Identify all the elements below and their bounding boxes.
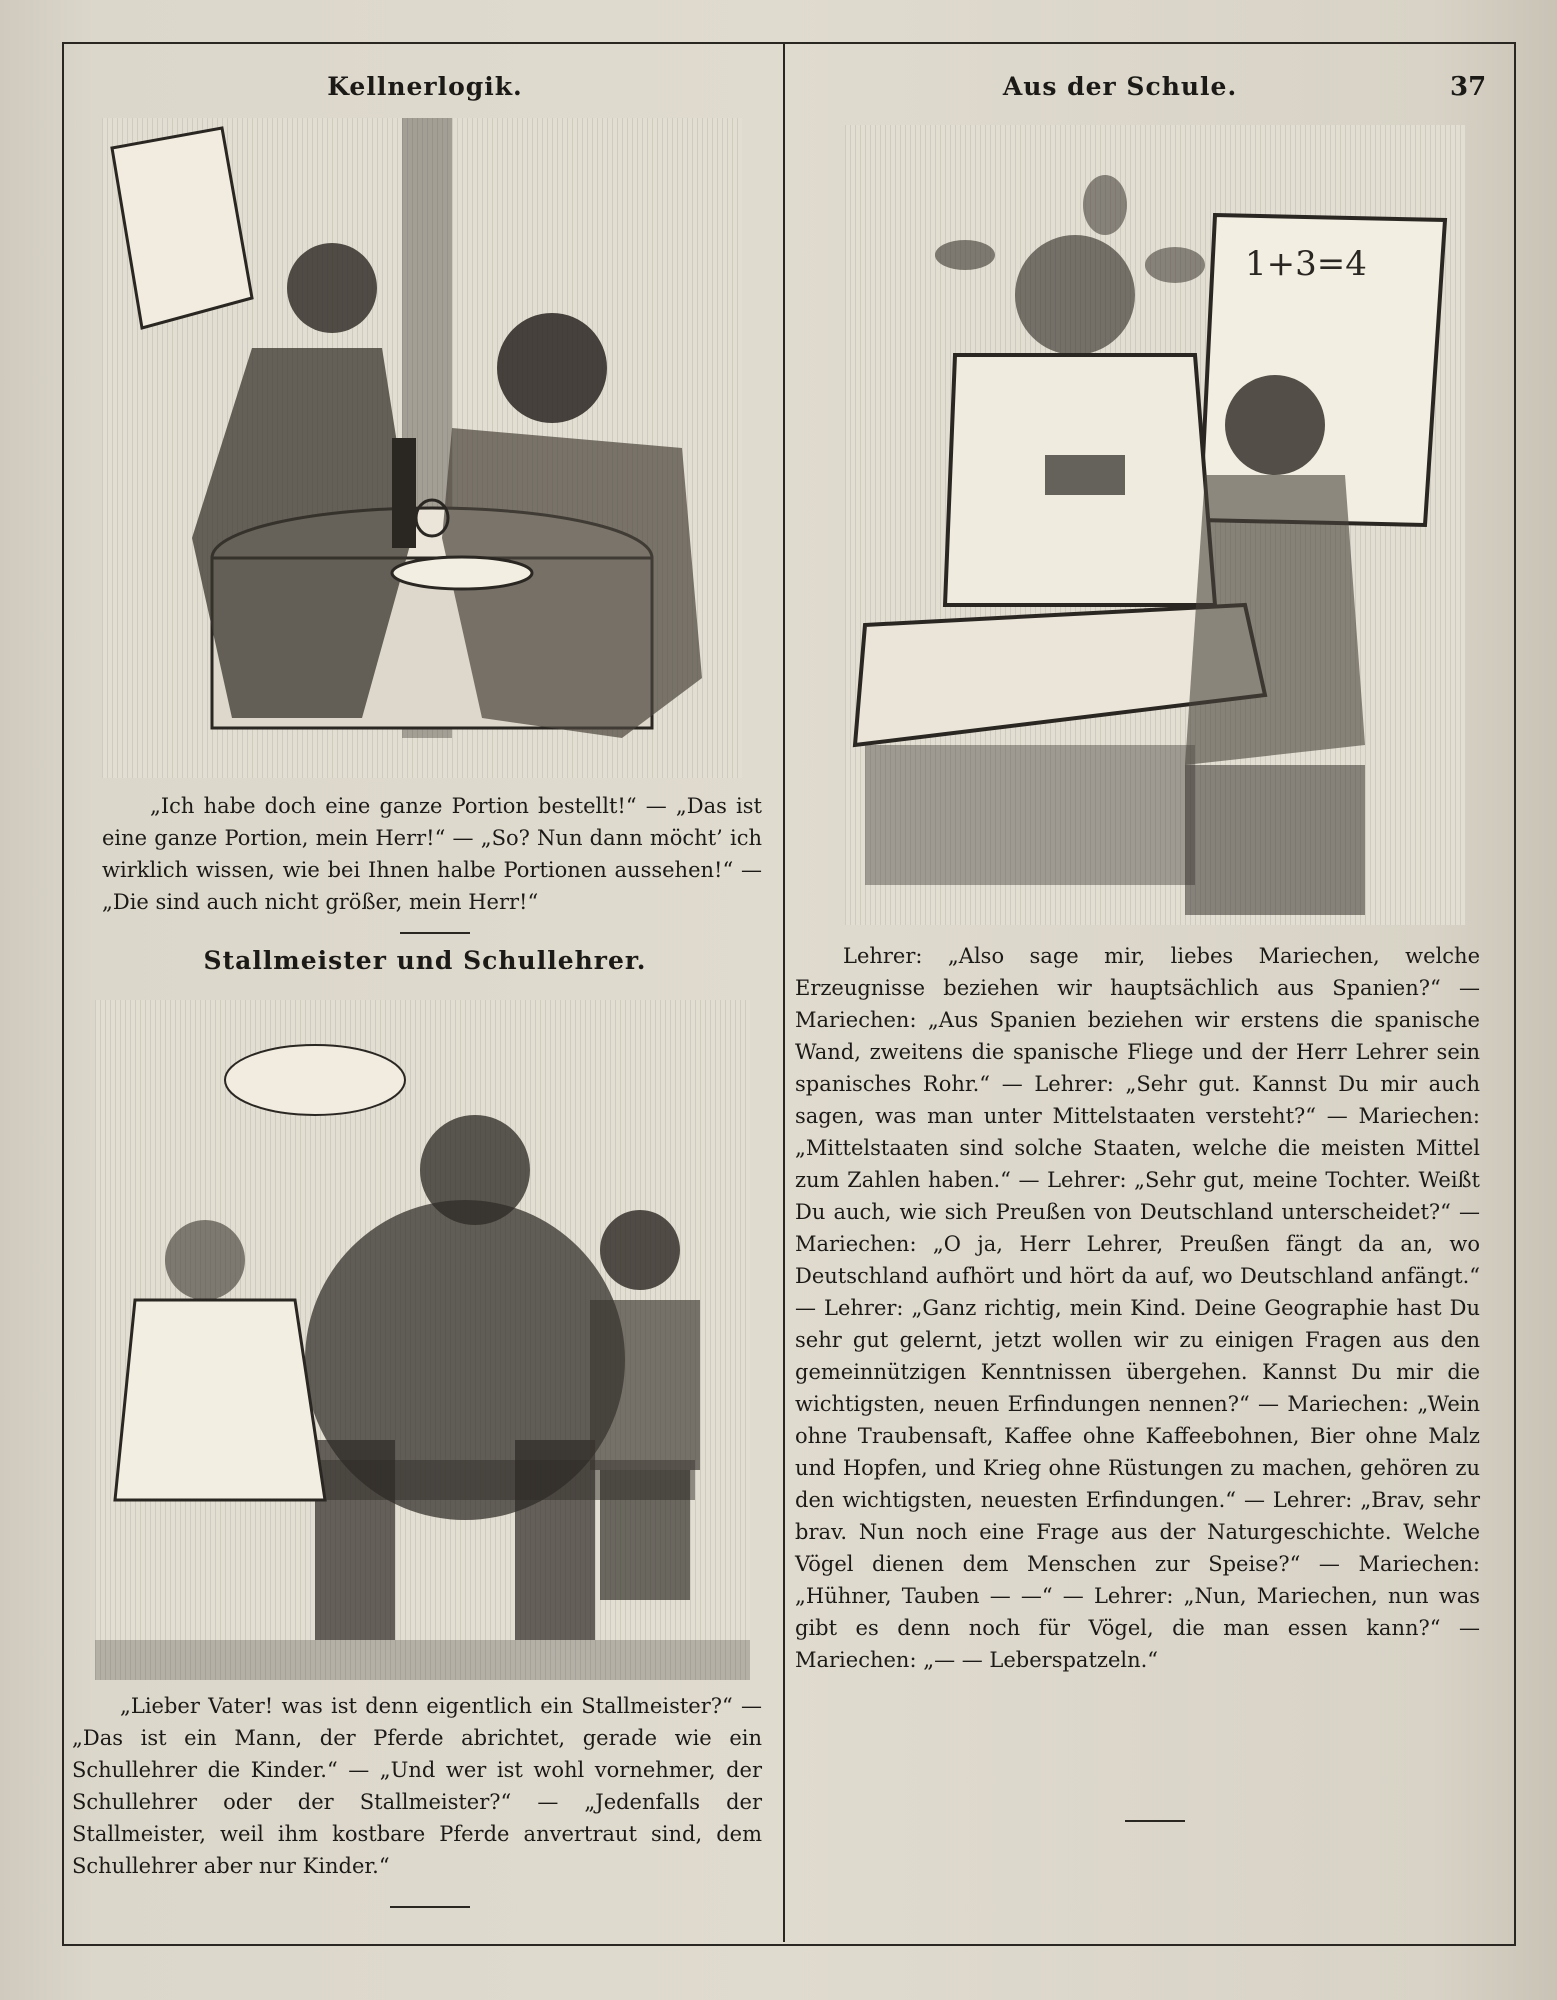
separator-rule-right xyxy=(1125,1820,1185,1822)
blackboard-text: 1+3=4 xyxy=(1245,244,1367,284)
caption-kellnerlogik: „Ich habe doch eine ganze Portion bestellt!“ — „Das ist eine ganze Portion, mein Herr!“ — „So? Nun dann möcht’ ich wirklich wissen, wie bei Ihnen halbe Portionen aussehen!“ — „Die sind auch nicht größer, mein Herr!“ xyxy=(102,794,762,914)
illustration-waiter-drawing xyxy=(102,118,742,778)
separator-rule xyxy=(400,932,470,934)
illustration-waiter xyxy=(102,118,742,778)
illustration-father-children-drawing xyxy=(95,1000,750,1680)
caption-stallmeister: „Lieber Vater! was ist denn eigentlich ein Stallmeister?“ — „Das ist ein Mann, der Pferde abrichtet, gerade wie ein Schullehrer die Kinder.“ — „Und wer ist wohl vornehmer, der Schullehrer oder der Stallmeister?“ — „Jedenfalls der Stallmeister, weil ihm kostbare Pferde anvertraut sind, dem Schullehrer aber nur Kinder.“ xyxy=(72,1694,762,1878)
page-number: 37 xyxy=(1450,72,1487,102)
title-stallmeister: Stallmeister und Schullehrer. xyxy=(203,946,647,975)
illustration-classroom-drawing xyxy=(845,125,1465,925)
illustration-father-children xyxy=(95,1000,750,1680)
title-aus-der-schule: Aus der Schule. xyxy=(1002,72,1238,101)
illustration-classroom xyxy=(845,125,1465,925)
caption-aus-der-schule: Lehrer: „Also sage mir, liebes Mariechen, welche Erzeugnisse beziehen wir hauptsächlich aus Spanien?“ — Mariechen: „Aus Spanien beziehen wir erstens die spanische Wand, zweitens die spanische Fliege und der Herr Lehrer sein spanisches Rohr.“ — Lehrer: „Sehr gut. Kannst Du mir auch sagen, was man unter Mittelstaaten versteht?“ — Mariechen: „Mittelstaaten sind solche Staaten, welche die meisten Mittel zum Zahlen haben.“ — Lehrer: „Sehr gut, meine Tochter. Weißt Du auch, wie sich Preußen von Deutschland unterscheidet?“ — Mariechen: „O ja, Herr Lehrer, Preußen fängt da an, wo Deutschland aufhört und hört da auf, wo Deutschland anfängt.“ — Lehrer: „Ganz richtig, mein Kind. Deine Geographie hast Du sehr gut gelernt, jetzt wollen wir zu einigen Fragen aus den gemeinnützigen Kenntnissen übergehen. Kannst Du mir die wichtigsten, neuen Erfindungen nennen?“ — Mariechen: „Wein ohne Traubensaft, Kaffee ohne Kaffeebohnen, Bier ohne Malz und Hopfen, und Krieg ohne Rüstungen zu machen, gehören zu den wichtigsten, neuesten Erfindungen.“ — Lehrer: „Brav, sehr brav. Nun noch eine Frage aus der Naturgeschichte. Welche Vögel dienen dem Menschen zur Speise?“ — Mariechen: „Hühner, Tauben — —“ — Lehrer: „Nun, Mariechen, nun was gibt es denn noch für Vögel, die man essen kann?“ — Mariechen: „— — Leberspatzeln.“ xyxy=(795,944,1480,1672)
title-kellnerlogik: Kellnerlogik. xyxy=(327,72,523,101)
separator-rule-bottom xyxy=(390,1906,470,1908)
column-divider xyxy=(783,42,785,1942)
